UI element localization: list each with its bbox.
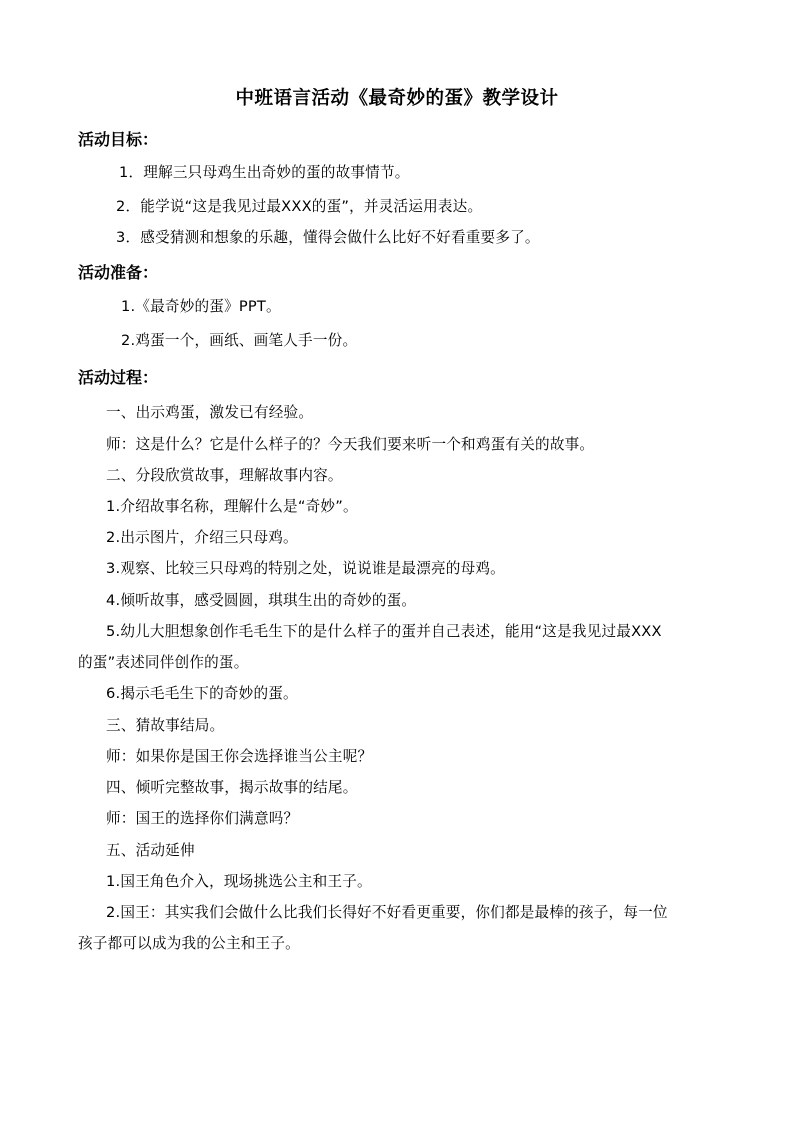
process-line-1: 一、出示鸡蛋，激发已有经验。 (106, 404, 314, 421)
goal-item-3: 3．感受猜测和想象的乐趣，懂得会做什么比好不好看重要多了。 (116, 229, 540, 246)
process-line-5: 2.出示图片，介绍三只母鸡。 (106, 529, 298, 546)
process-line-14: 师：国王的选择你们满意吗？ (106, 810, 299, 827)
document-title: 中班语言活动《最奇妙的蛋》教学设计 (235, 88, 559, 109)
process-line-17: 2.国王：其实我们会做什么比我们长得好不好看更重要，你们都是最棒的孩子，每一位 (106, 904, 668, 921)
process-line-2: 师：这是什么？它是什么样子的？今天我们要来听一个和鸡蛋有关的故事。 (106, 436, 595, 453)
process-line-13: 四、倾听完整故事，揭示故事的结尾。 (106, 779, 358, 796)
process-line-8: 5.幼儿大胆想象创作毛毛生下的是什么样子的蛋并自己表述，能用“这是我见过最XXX (106, 623, 662, 640)
process-line-4: 1.介绍故事名称，理解什么是“奇妙”。 (106, 498, 358, 515)
process-line-15: 五、活动延伸 (106, 842, 195, 859)
section-heading-process: 活动过程： (78, 368, 159, 387)
goal-item-1: 1．理解三只母鸡生出奇妙的蛋的故事情节。 (119, 164, 410, 181)
process-line-7: 4.倾听故事，感受圆圆，琪琪生出的奇妙的蛋。 (106, 592, 417, 609)
section-heading-prep: 活动准备： (78, 263, 159, 282)
process-line-10: 6.揭示毛毛生下的奇妙的蛋。 (106, 685, 298, 702)
prep-item-1: 1.《最奇妙的蛋》PPT。 (121, 298, 281, 315)
process-line-18: 孩子都可以成为我的公主和王子。 (78, 935, 300, 952)
process-line-16: 1.国王角色介入，现场挑选公主和王子。 (106, 873, 372, 890)
process-line-6: 3.观察、比较三只母鸡的特别之处，说说谁是最漂亮的母鸡。 (106, 560, 505, 577)
process-line-3: 二、分段欣赏故事，理解故事内容。 (106, 467, 343, 484)
section-heading-goals: 活动目标： (78, 130, 159, 149)
goal-item-2: 2．能学说“这是我见过最XXX的蛋”，并灵活运用表达。 (116, 198, 483, 215)
process-line-11: 三、猜故事结局。 (106, 717, 225, 734)
prep-item-2: 2.鸡蛋一个，画纸、画笔人手一份。 (121, 332, 358, 349)
process-line-12: 师：如果你是国王你会选择谁当公主呢？ (106, 748, 373, 765)
process-line-9: 的蛋”表述同伴创作的蛋。 (78, 654, 249, 671)
